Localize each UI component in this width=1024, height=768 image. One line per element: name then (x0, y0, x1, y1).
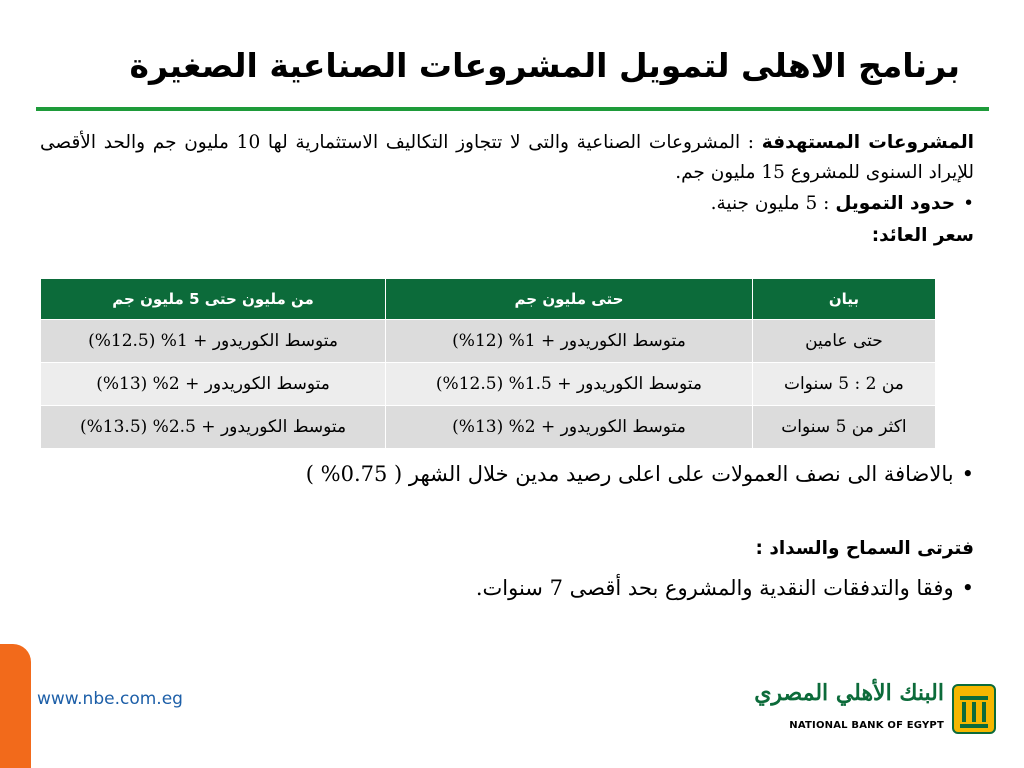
slide-title: برنامج الاهلى لتمويل المشروعات الصناعية الصغيرة (129, 46, 960, 85)
rates-header-1m-to-5m: من مليون حتى 5 مليون جم (41, 279, 386, 320)
table-cell: اكثر من 5 سنوات (752, 406, 935, 449)
bank-name-english: NATIONAL BANK OF EGYPT (789, 720, 944, 731)
bank-emblem-icon (952, 684, 996, 734)
rates-table (40, 278, 936, 449)
table-row (41, 406, 936, 449)
rates-header-statement: بيان (752, 279, 935, 320)
table-cell: حتى عامين (752, 320, 935, 363)
bank-logo (754, 680, 996, 742)
table-cell: متوسط الكوريدور + 2.5% (13.5%) (41, 406, 386, 449)
table-cell: متوسط الكوريدور + 1% (12%) (386, 320, 753, 363)
target-projects-paragraph (40, 128, 974, 188)
bullet-icon: • (963, 193, 974, 214)
funding-limit-text: : 5 مليون جنية. (710, 193, 830, 214)
table-cell: متوسط الكوريدور + 2% (13%) (386, 406, 753, 449)
rates-header-up-to-1m: حتى مليون جم (386, 279, 753, 320)
title-divider (36, 107, 989, 111)
repayment-heading: فترتى السماح والسداد : (755, 538, 974, 559)
bullet-icon: • (961, 576, 974, 600)
table-cell: متوسط الكوريدور + 1% (12.5%) (41, 320, 386, 363)
funding-limit-line (40, 188, 974, 220)
table-cell: متوسط الكوريدور + 2% (13%) (41, 363, 386, 406)
repayment-line (40, 576, 974, 600)
rate-heading: سعر العائد: (871, 225, 974, 246)
commission-note (130, 462, 974, 486)
rates-table-header-row (41, 279, 936, 320)
table-row (41, 320, 936, 363)
website-link[interactable]: www.nbe.com.eg (37, 689, 183, 709)
table-cell: من 2 : 5 سنوات (752, 363, 935, 406)
table-row (41, 363, 936, 406)
commission-note-text: بالاضافة الى نصف العمولات على اعلى رصيد مدين خلال الشهر ( 0.75% ) (305, 462, 954, 486)
funding-limit-label: حدود التمويل (835, 193, 956, 214)
slide-body (40, 128, 974, 252)
table-cell: متوسط الكوريدور + 1.5% (12.5%) (386, 363, 753, 406)
repayment-text: وفقا والتدفقات النقدية والمشروع بحد أقصى 7 سنوات. (475, 576, 954, 600)
target-projects-label: المشروعات المستهدفة (761, 132, 975, 153)
bank-name-arabic: البنك الأهلي المصري (754, 680, 944, 706)
orange-side-tab (0, 644, 31, 768)
bullet-icon: • (961, 462, 974, 486)
target-projects-text: : المشروعات الصناعية والتى لا تتجاوز التكاليف الاستثمارية لها 10 مليون جم والحد الأقصى للإيراد السنوى للمشروع 15 مليون جم. (40, 132, 974, 183)
